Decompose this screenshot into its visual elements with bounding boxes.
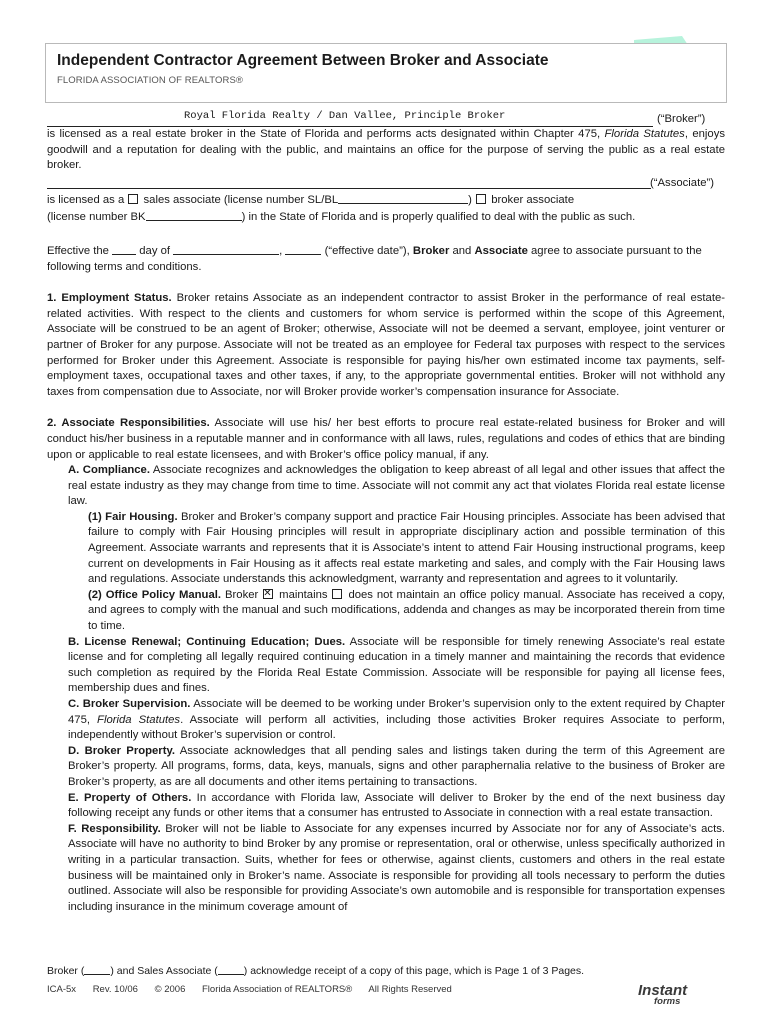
subsection-property-of-others: E. Property of Others. In accordance with Florida law, Associate will deliver to Broker by the end of the next business day following receipt any funds or other items that a consumer has entrusted to Associate in connection with a real estate transaction. [68,791,725,820]
does-not-maintain-checkbox[interactable] [332,589,342,599]
associate-name-field[interactable] [47,176,651,189]
broker-associate-checkbox[interactable] [476,194,486,204]
instant-forms-logo: Instant forms [638,982,688,1007]
broker-initials-field[interactable] [84,962,110,975]
maintains-checkbox[interactable] [263,589,273,599]
rights-reserved: All Rights Reserved [368,984,452,995]
subsection-responsibility: F. Responsibility. Broker will not be liable to Associate for any expenses incurred by Associate nor for any of Associate’s acts. Associate will have no authority to bind Broker by any promise or representation, oral or otherwise, unless specifically authorized in writing in a particular transaction. Suits, whether for fees or otherwise, against clients, customers and others in the real estate business will be maintained only in Broker’s name. Associate is responsible for providing all tools necessary to perform the duties outlined. Associate will also be responsible for providing Associate’s own automobile and is responsible for transportation expenses including insurance in the minimum coverage amount of [68,822,726,913]
bk-license-field[interactable] [146,208,242,221]
section-associate-responsibilities: 2. Associate Responsibilities. Associate will use his/ her best efforts to procure real estate-related business for Broker and will conduct his/her business in a reputable manner and in conformance with all laws, rules, regulations and codes of ethics that are binding upon or applicable to real estate licensees, and with Broker’s office policy manual, if any. [47,417,726,461]
effective-day-field[interactable] [112,242,136,255]
effective-year-field[interactable] [285,242,321,255]
page-title: Independent Contractor Agreement Between Broker and Associate [57,52,549,69]
association-name: Florida Association of REALTORS® [202,984,353,995]
form-footer [47,984,466,995]
page-subtitle: FLORIDA ASSOCIATION OF REALTORS® [57,75,243,86]
acknowledgment-line: Broker ( ) and Sales Associate ( ) acknowledge receipt of a copy of this page, which is Page 1 of 3 Pages. [47,962,584,977]
subsection-broker-supervision: C. Broker Supervision. Associate will be deemed to be working under Broker’s supervision only to the extent required by Chapter 475, Florida Statutes. Associate will perform all activities, including those activities Broker requires Associate to perform, independently without Broker’s supervision or control. [68,698,725,742]
broker-party [47,112,725,127]
associate-initials-field[interactable] [218,962,244,975]
sl-license-field[interactable] [338,191,468,204]
broker-tag: (“Broker”) [657,113,706,125]
form-id: ICA-5x [47,984,77,995]
subsection-broker-property: D. Broker Property. Associate acknowledges that all pending sales and listings taken during the term of this Agreement are Broker’s property. All programs, forms, data, keys, manuals, signs and other paraphernalia relative to the business of Broker are Broker’s property, as are all documents and other items pertaining to transactions. [68,744,725,788]
effective-date-paragraph: Effective the day of , (“effective date”), Broker and Associate agree to associate pursuant to the following terms and conditions. [47,242,725,275]
associate-tag: (“Associate”) [650,176,715,189]
broker-name-field[interactable] [47,112,653,127]
subsection-office-policy-manual: (2) Office Policy Manual. Broker ✕ maintains does not maintain an office policy manual. Associate has received a copy, and agrees to comply with the manual and such modifications, addenda and changes as may be incorporated therein from time to time. [47,588,725,635]
associate-party [47,176,725,191]
associate-license-line: is licensed as a sales associate (license number SL/BL ) broker associate [47,191,725,209]
sales-associate-checkbox[interactable] [128,194,138,204]
subsection-compliance: A. Compliance. Associate recognizes and acknowledges the obligation to keep abreast of all legal and other issues that affect the real estate industry as they may change from time to time. Associate will not commit any act that violates Florida real estate license law. [68,464,725,508]
copyright: © 2006 [154,984,186,995]
agreement-body [47,112,725,915]
effective-month-field[interactable] [173,242,279,255]
form-revision: Rev. 10/06 [92,984,138,995]
broker-name: Royal Florida Realty / Dan Vallee, Principle Broker [184,110,506,123]
broker-description: is licensed as a real estate broker in the State of Florida and performs acts designated within Chapter 475, Florida Statutes, enjoys goodwill and a reputation for dealing with the public, and maintains an office for the purpose of serving the public as a real estate broker. [47,128,725,172]
associate-bk-line: (license number BK ) in the State of Florida and is properly qualified to deal with the public as such. [47,208,725,226]
section-employment-status: 1. Employment Status. Broker retains Associate as an independent contractor to assist Broker in the performance of real estate-related activities. With respect to the clients and customers for whom service is performed within the scope of this Agreement, Associate will be construed to be an agent of Broker; otherwise, Associate will not be deemed a servant, employee, joint venturer or partner of Broker for any purpose. Associate will not be treated as an employee for Federal tax purposes with respect to the services performed for Broker under this Agreement. Associate is responsible for paying his/her own estimated income tax payments, self-employment taxes, occupational taxes and other taxes, if any, to the appropriate governmental entities. Broker will not withhold any taxes from compensation due to Associate, nor will Broker provide worker’s compensation insurance for Associate. [47,292,726,398]
subsection-fair-housing: (1) Fair Housing. Broker and Broker’s company support and practice Fair Housing principles. Associate has been advised that failure to comply with Fair Housing principles will result in appropriate disciplinary action and possible termination of this Agreement. Associate warrants and represents that it is Associate’s intent to attend Fair Housing instructional programs, keep current on developments in Fair Housing as it affects real estate marketing and sales, and comply with the Fair Housing laws and regulations. Associate understands this acknowledgment, warranty and representation and agrees to it voluntarily. [88,510,725,586]
subsection-license-renewal: B. License Renewal; Continuing Education; Dues. Associate will be responsible for timely renewing Associate’s real estate license and for completing all legally required continuing education in a timely manner and maintaining the records that evidence such completion as required by the Florida Real Estate Commission. Associate will be responsible for paying all license fees, membership dues and fines. [68,635,725,695]
